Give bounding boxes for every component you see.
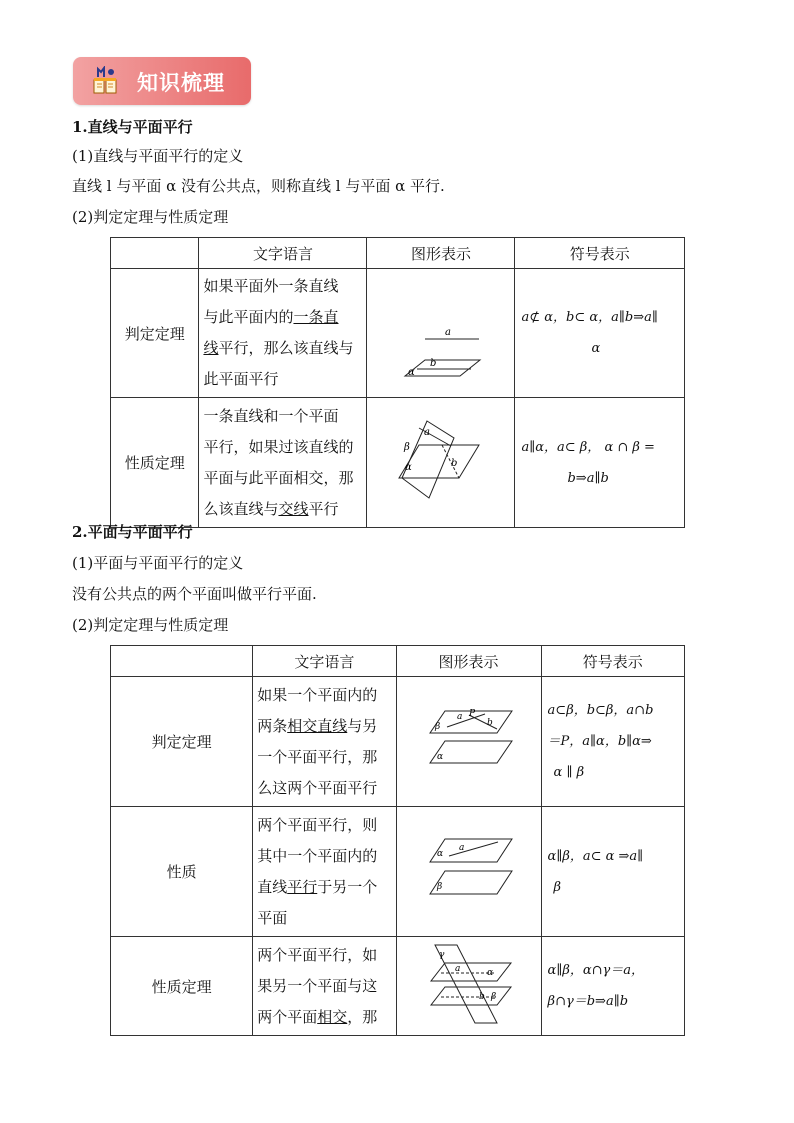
section2-definition: 没有公共点的两个平面叫做平行平面. (72, 585, 317, 603)
svg-text:a: a (424, 427, 431, 438)
third-plane-cuts-parallel-planes-figure (397, 937, 541, 1031)
header-symbol: 符号表示 (515, 238, 685, 269)
row-label: 性质定理 (111, 937, 253, 1036)
row-figure (396, 807, 541, 937)
header-empty (111, 238, 199, 269)
row-figure (396, 937, 541, 1036)
row-label: 判定定理 (111, 677, 253, 807)
svg-text:α: α (436, 849, 443, 859)
svg-text:b: b (486, 718, 493, 728)
row-symbol: a∥α，a⊂ β， α ∩ β = b⇒a∥b (515, 398, 685, 528)
section2-heading: 2.平面与平面平行 (72, 523, 193, 541)
section1-sub1: (1)直线与平面平行的定义 (72, 147, 244, 165)
row-symbol: a⊄ α，b⊂ α，a∥b⇒a∥ α (515, 269, 685, 398)
table-header-row (111, 238, 685, 269)
svg-text:P: P (468, 709, 475, 719)
svg-text:α: α (405, 462, 413, 473)
row-text: 如果平面外一条直线 与此平面内的一条直 线平行，那么该直线与 此平面平行 (199, 269, 367, 398)
header-text: 文字语言 (253, 646, 396, 677)
svg-text:β: β (436, 882, 442, 892)
row-text: 如果一个平面内的 两条相交直线与另 一个平面平行，那 么这两个平面平行 (253, 677, 396, 807)
banner-title: 知识梳理 (137, 71, 225, 95)
header-figure: 图形表示 (396, 646, 541, 677)
svg-text:α: α (408, 367, 416, 378)
parallel-planes-line-figure (397, 807, 541, 932)
row-label: 性质定理 (111, 398, 199, 528)
header-empty (111, 646, 253, 677)
header-figure: 图形表示 (367, 238, 515, 269)
section-banner (73, 57, 251, 105)
svg-text:γ: γ (438, 950, 444, 960)
svg-text:b: b (430, 358, 437, 369)
table-plane-plane-parallel (110, 645, 685, 1036)
row-figure (396, 677, 541, 807)
svg-text:β: β (490, 992, 496, 1002)
svg-text:a: a (458, 843, 464, 853)
table-header-row (111, 646, 685, 677)
row-symbol: α∥β，a⊂ α ⇒a∥ β (541, 807, 684, 937)
table-row (111, 269, 685, 398)
table-row (111, 807, 685, 937)
svg-text:b: b (451, 458, 458, 469)
book-icon (91, 66, 119, 96)
svg-text:b: b (478, 992, 485, 1002)
header-text: 文字语言 (199, 238, 367, 269)
section1-sub2: (2)判定定理与性质定理 (72, 208, 229, 226)
two-parallel-planes-lines-figure (397, 677, 541, 802)
svg-text:β: β (434, 722, 440, 732)
svg-text:α: α (436, 752, 443, 762)
row-label: 性质 (111, 807, 253, 937)
header-symbol: 符号表示 (541, 646, 684, 677)
row-figure (367, 269, 515, 398)
svg-text:a: a (456, 712, 462, 722)
line-plane-parallel-figure (367, 269, 514, 393)
svg-text:a: a (454, 964, 460, 974)
row-figure (367, 398, 515, 528)
row-symbol: α∥β，α∩γ＝a， β∩γ＝b⇒a∥b (541, 937, 684, 1036)
section1-heading: 1.直线与平面平行 (72, 118, 193, 136)
section1-definition: 直线 l 与平面 α 没有公共点，则称直线 l 与平面 α 平行. (72, 177, 445, 195)
table-row (111, 677, 685, 807)
table-row (111, 398, 685, 528)
svg-text:β: β (404, 442, 411, 453)
section2-sub2: (2)判定定理与性质定理 (72, 616, 229, 634)
row-text: 一条直线和一个平面 平行，如果过该直线的 平面与此平面相交，那 么该直线与交线平行 (199, 398, 367, 528)
section2-sub1: (1)平面与平面平行的定义 (72, 554, 244, 572)
table-row (111, 937, 685, 1036)
row-symbol: a⊂β，b⊂β，a∩b ＝P，a∥α，b∥α⇒ α ∥ β (541, 677, 684, 807)
row-text: 两个平面平行，则 其中一个平面内的 直线平行于另一个 平面 (253, 807, 396, 937)
table-line-plane-parallel (110, 237, 685, 528)
intersecting-planes-figure (367, 398, 514, 523)
row-text: 两个平面平行，如 果另一个平面与这 两个平面相交，那 (253, 937, 396, 1036)
row-label: 判定定理 (111, 269, 199, 398)
svg-text:α: α (486, 968, 493, 978)
svg-text:a: a (445, 327, 452, 338)
